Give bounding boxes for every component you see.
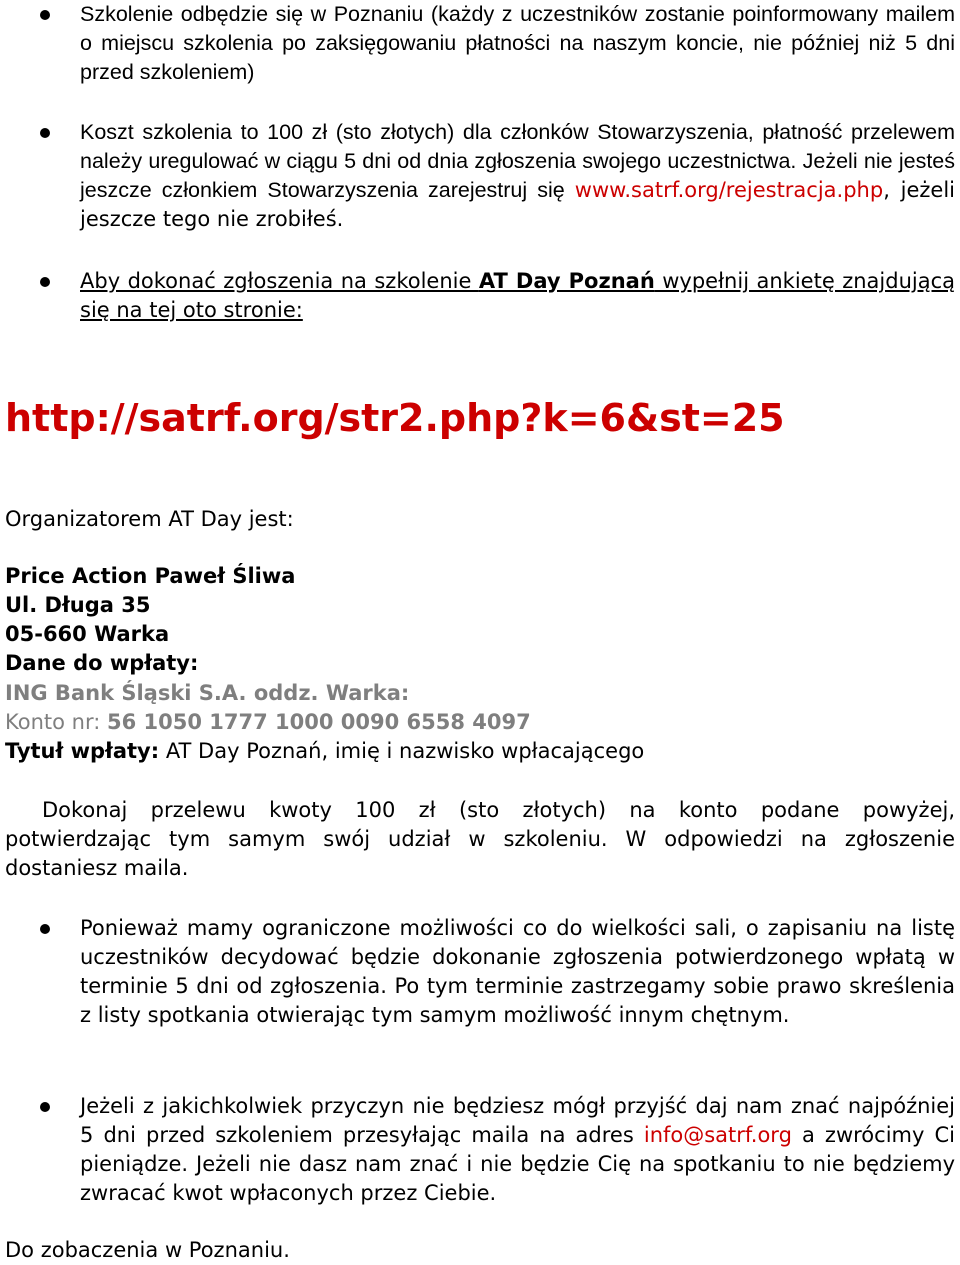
- account-label: Konto nr:: [5, 710, 107, 734]
- bullet-refund-info: [0, 1092, 960, 1208]
- account-number: 56 1050 1777 1000 0090 6558 4097: [106, 710, 531, 734]
- refund-text: Jeżeli z jakichkolwiek przyczyn nie będziesz mógł przyjść daj nam znać najpóźniej 5 dni przed szkoleniem przesyłając maila na adres: [80, 1094, 955, 1147]
- closing-text: Do zobaczenia w Poznaniu.: [5, 1238, 290, 1262]
- capacity-text: Ponieważ mamy ograniczone możliwości co do wielkości sali, o zapisaniu na listę uczestników decydować będzie dokonanie zgłoszenia potwierdzonego wpłatą w terminie 5 dni od zgłoszenia. Po tym terminie zastrzegamy sobie prawo skreślenia z listy spotkania otwierając tym samym możliwość innym chętnym.: [80, 916, 955, 1027]
- bullet-capacity-info: [0, 914, 960, 1030]
- event-name: AT Day Poznań: [478, 269, 655, 293]
- transfer-line-2: potwierdzając tym samym swój udział w szkoleniu. W odpowiedzi na zgłoszenie: [5, 827, 955, 851]
- organizer-street: Ul. Długa 35: [5, 593, 151, 617]
- signup-text-end: wypełnij ankietę znajdującą się na tej oto stronie:: [80, 269, 956, 322]
- refund-text-end: a zwrócimy Ci pieniądze. Jeżeli nie dasz nam znać i nie będzie Cię na spotkaniu to nie będziemy zwracać kwot wpłaconych przez Ciebie.: [80, 1123, 955, 1205]
- bullet-cost-info: [0, 118, 960, 234]
- bullet-dot-icon: [40, 10, 50, 20]
- payment-label: Dane do wpłaty:: [5, 651, 199, 675]
- signup-form-link[interactable]: http://satrf.org/str2.php?k=6&st=25: [5, 396, 785, 440]
- organizer-city: 05-660 Warka: [5, 622, 170, 646]
- cost-text-end: , jeżeli jeszcze tego nie zrobiłeś.: [80, 178, 955, 231]
- bullet-venue-info: [0, 0, 960, 87]
- account-line: [5, 708, 955, 737]
- bullet-dot-icon: [40, 1102, 50, 1112]
- signup-paragraph: [80, 267, 955, 325]
- bullet-dot-icon: [40, 128, 50, 138]
- venue-text: Szkolenie odbędzie się w Poznaniu (każdy z uczestników zostanie poinformowany mailem o miejscu szkolenia po zaksięgowaniu płatności na naszym koncie, nie później niż 5 dni przed szkoleniem): [80, 2, 955, 84]
- transfer-line-1: Dokonaj przelewu kwoty 100 zł (sto złotych) na konto podane powyżej,: [42, 798, 955, 822]
- bullet-dot-icon: [40, 277, 50, 287]
- transfer-title-label: Tytuł wpłaty:: [5, 739, 160, 763]
- bank-name: ING Bank Śląski S.A. oddz. Warka:: [5, 681, 410, 705]
- contact-email-link[interactable]: info@satrf.org: [643, 1123, 792, 1147]
- organizer-intro: Organizatorem AT Day jest:: [5, 507, 294, 531]
- organizer-name: Price Action Paweł Śliwa: [5, 564, 296, 588]
- transfer-title-value: AT Day Poznań, imię i nazwisko wpłacającego: [159, 739, 645, 763]
- signup-text: Aby dokonać zgłoszenia na szkolenie: [80, 269, 479, 293]
- transfer-title-line: [5, 737, 955, 766]
- bullet-signup-info: [0, 267, 960, 325]
- cost-paragraph: [80, 118, 955, 234]
- transfer-line-3: dostaniesz maila.: [5, 856, 189, 880]
- refund-paragraph: [80, 1092, 955, 1208]
- cost-text: Koszt szkolenia to 100 zł (sto złotych) dla członków Stowarzyszenia, płatność przelewem należy uregulować w ciągu 5 dni od dnia zgłoszenia swojego uczestnictwa. Jeżeli nie jesteś jeszcze członkiem Stowarzyszenia zarejestruj się: [80, 120, 955, 202]
- bullet-dot-icon: [40, 924, 50, 934]
- registration-link[interactable]: www.satrf.org/rejestracja.php: [574, 178, 884, 202]
